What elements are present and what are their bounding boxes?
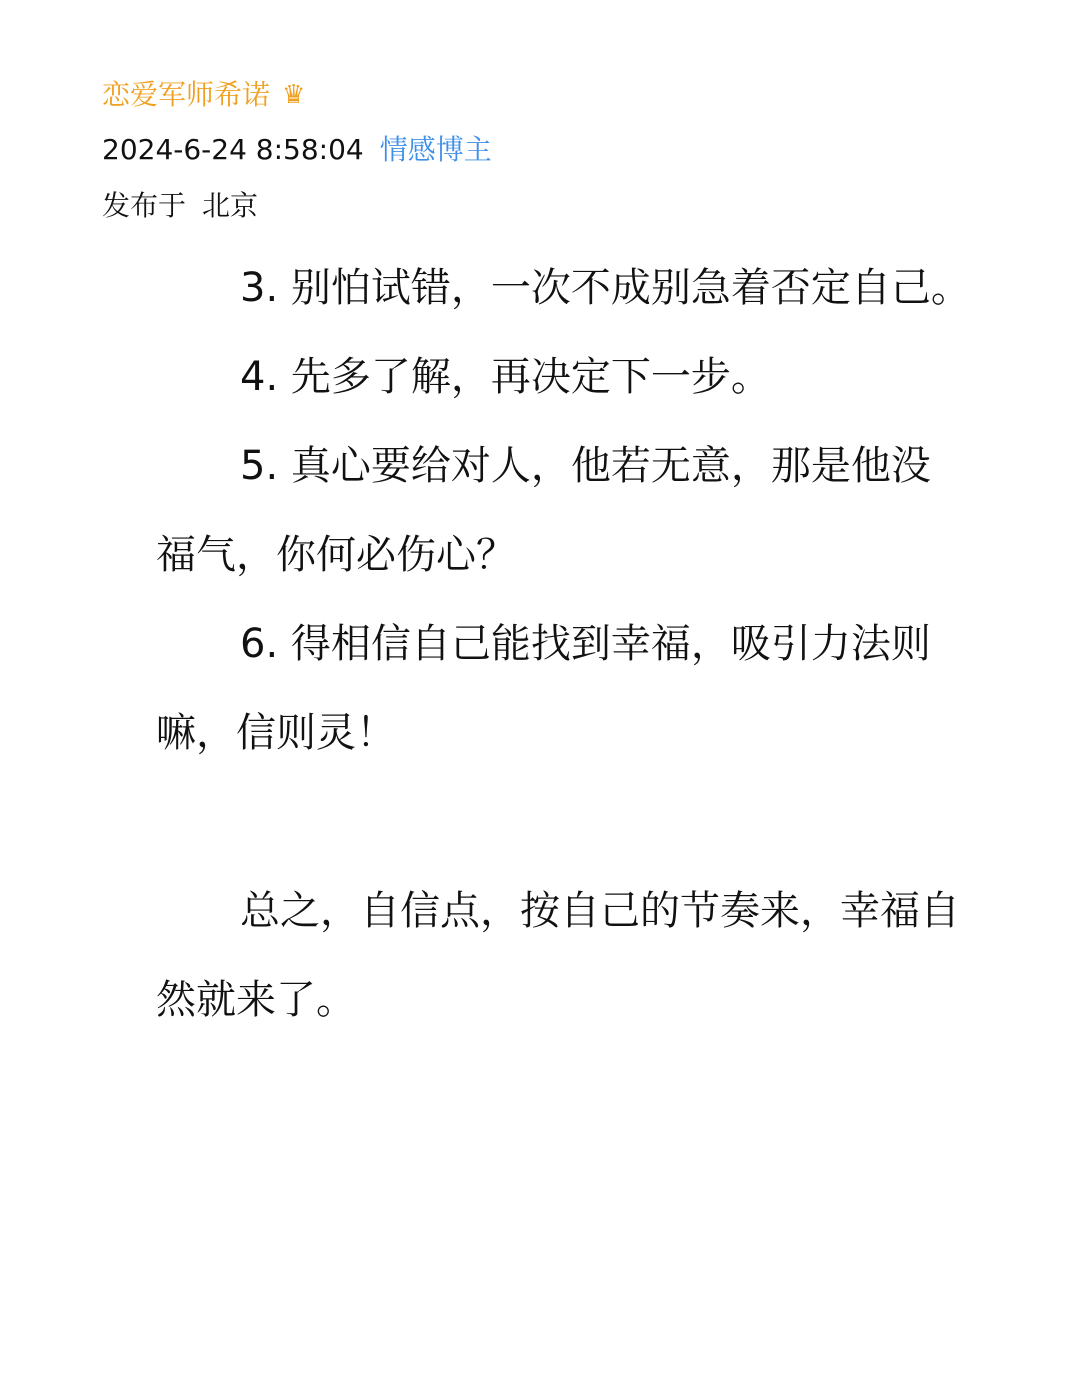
post-meta-row [102, 122, 1040, 178]
location-row [102, 178, 1040, 234]
post-header [102, 72, 1040, 234]
list-item: 6. 得相信自己能找到幸福，吸引力法则嘛，信则灵！ [156, 621, 931, 756]
author-tag-link[interactable]: 情感博主 [379, 133, 492, 166]
author-name[interactable]: 恋爱军师希诺 [102, 78, 271, 111]
list-item: 5. 真心要给对人，他若无意，那是他没福气，你何必伤心？ [156, 443, 931, 578]
post-time: 2024-6-24 8:58:04 [102, 133, 364, 166]
list-item: 3. 别怕试错，一次不成别急着否定自己。 [240, 265, 971, 311]
paragraph-spacer [156, 778, 996, 867]
location-prefix: 发布于 [102, 189, 187, 222]
conclusion-paragraph: 总之，自信点，按自己的节奏来，幸福自然就来了。 [156, 888, 960, 1023]
location-value: 北京 [202, 189, 259, 222]
article-body [156, 244, 996, 1045]
list-item: 4. 先多了解，再决定下一步。 [240, 354, 771, 400]
author-row [102, 72, 1040, 118]
crown-icon: ♛ [282, 80, 306, 110]
